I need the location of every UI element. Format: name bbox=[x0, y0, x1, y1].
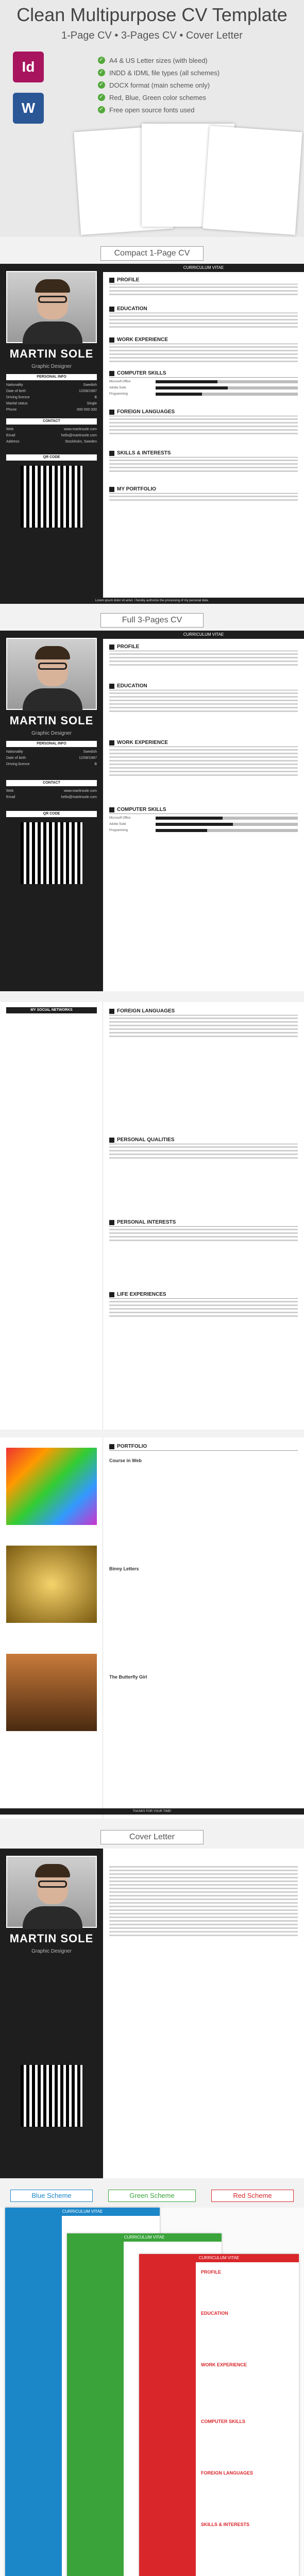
full-cv-page-1 bbox=[0, 631, 304, 991]
cv-section: SKILLS & INTERESTS bbox=[109, 449, 298, 472]
cv-sidebar: MARTIN SOLE Graphic Designer PERSONAL INFO Nationality Swedish Date of birth 12/08/1987 Driving licence B CONTACT Web www.martinsole.com Email hello@martinsole.com QR CODE bbox=[0, 631, 103, 991]
cover-letter bbox=[0, 1849, 304, 2178]
red-scheme-label: Red Scheme bbox=[211, 2190, 294, 2202]
side-title: CONTACT bbox=[6, 780, 97, 786]
side-title: MY SOCIAL NETWORKS bbox=[6, 1007, 97, 1013]
cv-sidebar bbox=[0, 1002, 103, 1430]
side-title: PERSONAL INFO bbox=[6, 374, 97, 380]
side-title: CONTACT bbox=[6, 418, 97, 425]
cv-main bbox=[103, 631, 304, 832]
cv-sidebar bbox=[0, 1437, 103, 1819]
side-title: QR CODE bbox=[6, 454, 97, 461]
full-cv-label: Full 3-Pages CV bbox=[100, 613, 204, 628]
feature-item: ✓ Free open source fonts used bbox=[98, 104, 294, 116]
portfolio-image bbox=[6, 1654, 97, 1731]
feature-item: ✓ DOCX format (main scheme only) bbox=[98, 79, 294, 91]
full-cv-page-3: PORTFOLIO Course in Web Binny Letters The Butterfly Girl THANKS FOR YOUR TIME! bbox=[0, 1437, 304, 1819]
hero-cv-preview bbox=[77, 124, 299, 232]
profile-photo bbox=[6, 638, 97, 710]
hero-title: Clean Multipurpose CV Template bbox=[16, 4, 288, 25]
section-icon bbox=[109, 487, 114, 492]
section-icon bbox=[109, 371, 114, 376]
contact-row: Email hello@martinsole.com bbox=[6, 434, 97, 437]
mini-cv-page bbox=[202, 126, 302, 235]
cv-section: FOREIGN LANGUAGES bbox=[109, 408, 298, 434]
blue-scheme-label: Blue Scheme bbox=[10, 2190, 93, 2202]
hero-section bbox=[0, 0, 304, 237]
cv-section: PROFILE bbox=[109, 643, 298, 666]
portfolio-image bbox=[6, 1546, 97, 1623]
indesign-icon: Id bbox=[13, 52, 44, 82]
portfolio-image bbox=[6, 1448, 97, 1525]
thanks-band: THANKS FOR YOUR TIME! bbox=[0, 1808, 304, 1815]
cv-section: EDUCATION bbox=[109, 305, 298, 328]
cv-sidebar bbox=[0, 1849, 103, 2178]
profile-photo bbox=[6, 1856, 97, 1928]
cv-role: Graphic Designer bbox=[31, 1948, 72, 1954]
info-row: Nationality Swedish bbox=[6, 383, 97, 387]
contact-row: Web www.martinsole.com bbox=[6, 428, 97, 431]
info-row: Phone 000 000 000 bbox=[6, 408, 97, 412]
cv-banner: CURRICULUM VITAE bbox=[103, 264, 304, 272]
cv-section: WORK EXPERIENCE bbox=[109, 336, 298, 362]
compact-cv-label: Compact 1-Page CV bbox=[100, 246, 204, 261]
check-icon bbox=[98, 94, 105, 101]
section-icon bbox=[109, 278, 114, 283]
compact-cv bbox=[0, 264, 304, 604]
side-title: QR CODE bbox=[6, 811, 97, 817]
check-icon bbox=[98, 69, 105, 76]
cv-section: MY PORTFOLIO bbox=[109, 485, 298, 501]
cv-name: MARTIN SOLE bbox=[9, 714, 94, 727]
section-icon bbox=[109, 410, 114, 415]
check-icon bbox=[98, 106, 105, 113]
cv-role: Graphic Designer bbox=[31, 364, 72, 369]
cv-banner: CURRICULUM VITAE bbox=[103, 631, 304, 639]
cv-name: MARTIN SOLE bbox=[9, 347, 94, 360]
hero-subtitle: 1-Page CV • 3-Pages CV • Cover Letter bbox=[61, 30, 243, 41]
blue-cv: CURRICULUM VITAE bbox=[5, 2208, 160, 2576]
check-icon bbox=[98, 81, 105, 89]
qr-code bbox=[21, 466, 82, 528]
section-icon bbox=[109, 451, 114, 456]
cv-role: Graphic Designer bbox=[31, 731, 72, 736]
qr-code bbox=[21, 2065, 82, 2127]
word-icon: W bbox=[13, 93, 44, 124]
profile-photo bbox=[6, 271, 97, 343]
section-icon bbox=[109, 307, 114, 312]
info-row: Marital status Single bbox=[6, 402, 97, 405]
feature-item: ✓ Red, Blue, Green color schemes bbox=[98, 91, 294, 104]
cv-name: MARTIN SOLE bbox=[9, 1932, 94, 1945]
feature-item: ✓ INDD & IDML file types (all schemes) bbox=[98, 66, 294, 79]
side-title: PERSONAL INFO bbox=[6, 741, 97, 747]
cover-letter-label: Cover Letter bbox=[100, 1830, 204, 1844]
app-icons bbox=[8, 52, 80, 227]
qr-code bbox=[21, 822, 82, 884]
green-scheme-label: Green Scheme bbox=[108, 2190, 196, 2202]
cv-section: COMPUTER SKILLS Microsoft Office Adobe Suite Programming bbox=[109, 369, 298, 396]
info-row: Driving licence B bbox=[6, 396, 97, 399]
green-cv: CURRICULUM VITAE bbox=[67, 2233, 222, 2576]
check-icon bbox=[98, 57, 105, 64]
cv-sidebar bbox=[0, 264, 103, 598]
info-row: Date of birth 12/08/1987 bbox=[6, 389, 97, 393]
cv-footer: Lorem ipsum dolor sit amet. I hereby authorize the processing of my personal data. bbox=[0, 598, 304, 604]
feature-item: ✓ A4 & US Letter sizes (with bleed) bbox=[98, 54, 294, 66]
cv-section: EDUCATION bbox=[109, 682, 298, 712]
cv-section: WORK EXPERIENCE bbox=[109, 739, 298, 776]
schemes-showcase bbox=[0, 2208, 304, 2576]
cv-section: COMPUTER SKILLS Microsoft Office Adobe Suite Programming bbox=[109, 806, 298, 833]
section-icon bbox=[109, 337, 114, 343]
red-cv: CURRICULUM VITAE PROFILE EDUCATION WORK EXPERIENCE COMPUTER SKILLS FOREIGN LANGUAGES SKILLS & INTERESTS bbox=[139, 2254, 299, 2576]
feature-list bbox=[98, 54, 294, 116]
cv-section: PROFILE bbox=[109, 276, 298, 295]
contact-row: Address Stockholm, Sweden bbox=[6, 440, 97, 444]
cv-main bbox=[103, 264, 304, 492]
full-cv-page-2: MY SOCIAL NETWORKS FOREIGN LANGUAGES PERSONAL QUALITIES PERSONAL INTERESTS LIFE EXPERIENCES bbox=[0, 1002, 304, 1430]
